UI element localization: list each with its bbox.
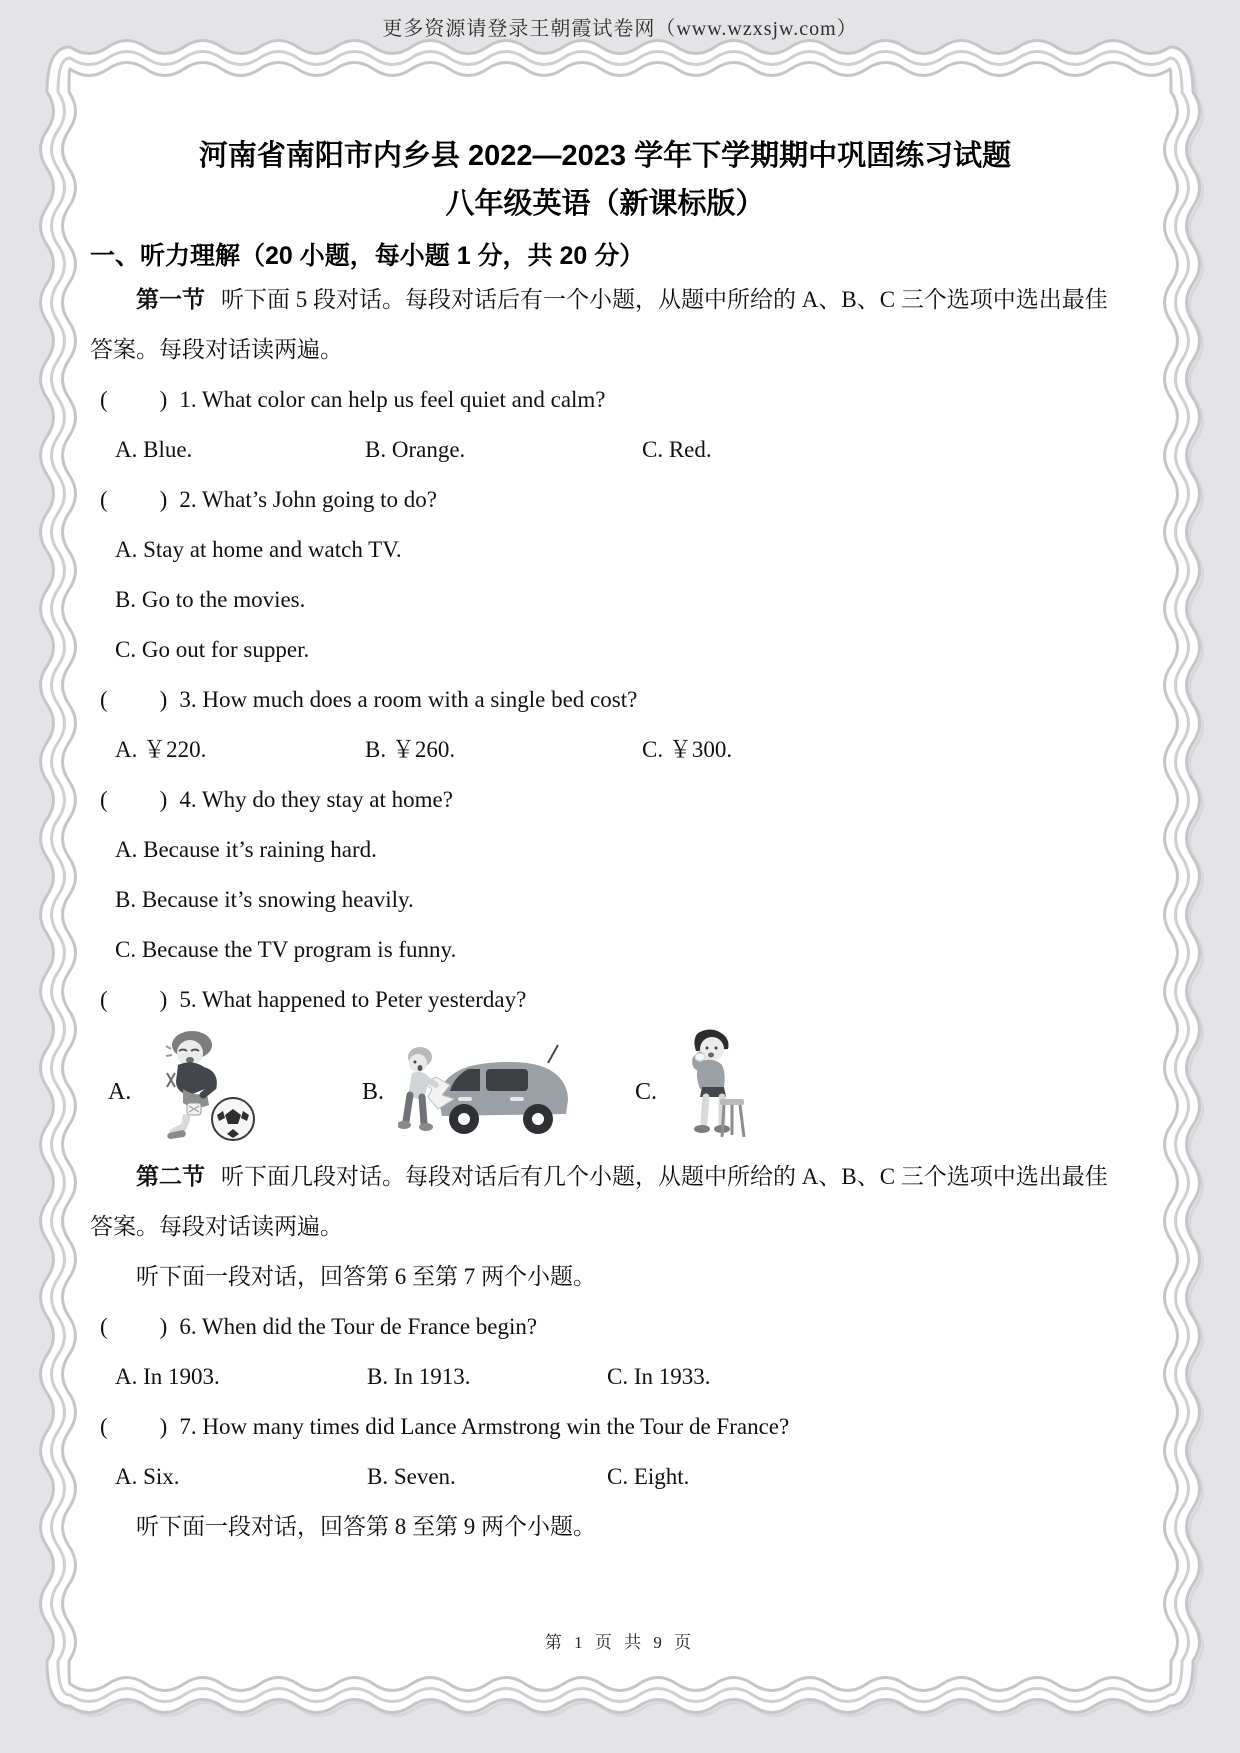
- q5-picture-label-a: A.: [108, 1079, 132, 1105]
- part1-label: 第一节: [136, 286, 205, 312]
- q1-option-b: B. Orange.: [365, 437, 466, 462]
- question-6: [90, 1302, 1120, 1352]
- q7-option-a: A. Six.: [115, 1464, 180, 1489]
- question-7: [90, 1402, 1120, 1452]
- q5-picture-label-c: C.: [635, 1079, 658, 1105]
- q7-option-c: C. Eight.: [607, 1464, 690, 1489]
- question-6-options: [90, 1352, 1120, 1402]
- dialogue-8-9-instruction: 听下面一段对话，回答第 8 至第 9 两个小题。: [136, 1514, 596, 1539]
- question-2: [90, 475, 1120, 525]
- q6-option-c: C. In 1933.: [607, 1364, 711, 1389]
- q3-option-b: B. ￥260.: [365, 737, 456, 762]
- q3-option-c: C. ￥300.: [642, 737, 733, 762]
- part2-label: 第二节: [136, 1163, 205, 1189]
- question-1-options: [90, 425, 1120, 475]
- answer-bracket-4: ( ): [100, 787, 170, 812]
- question-7-options: [90, 1452, 1120, 1502]
- question-5: [90, 975, 1120, 1025]
- question-6-text: 6. When did the Tour de France begin?: [179, 1314, 538, 1339]
- q4-option-b: B. Because it’s snowing heavily.: [115, 887, 414, 912]
- dialogue-6-7-instruction: 听下面一段对话，回答第 6 至第 7 两个小题。: [136, 1264, 596, 1289]
- q1-option-a: A. Blue.: [115, 437, 193, 462]
- question-3-text: 3. How much does a room with a single bed cost?: [179, 687, 638, 712]
- question-5-text: 5. What happened to Peter yesterday?: [179, 987, 527, 1012]
- question-1-text: 1. What color can help us feel quiet and calm?: [179, 387, 606, 412]
- q6-option-b: B. In 1913.: [367, 1364, 471, 1389]
- question-4-text: 4. Why do they stay at home?: [179, 787, 453, 812]
- answer-bracket-2: ( ): [100, 487, 170, 512]
- exam-title-line1: 河南省南阳市内乡县 2022—2023 学年下学期期中巩固练习试题: [198, 140, 1012, 172]
- injured-soccer-boy-image: [145, 1027, 265, 1145]
- question-5-picture-options: [90, 1027, 1120, 1145]
- answer-bracket-7: ( ): [100, 1414, 170, 1439]
- part2-intro-paragraph: [90, 1151, 1120, 1252]
- question-3-options: [90, 725, 1120, 775]
- q2-option-c: C. Go out for supper.: [115, 637, 310, 662]
- question-2-text: 2. What’s John going to do?: [179, 487, 437, 512]
- q7-option-b: B. Seven.: [367, 1464, 456, 1489]
- exam-title-line2: 八年级英语（新课标版）: [445, 188, 765, 220]
- question-1: [90, 375, 1120, 425]
- answer-bracket-1: ( ): [100, 387, 170, 412]
- exam-content: [90, 138, 1120, 1552]
- part1-intro-paragraph: [90, 274, 1120, 375]
- q5-picture-label-b: B.: [362, 1079, 385, 1105]
- q2-option-b: B. Go to the movies.: [115, 587, 306, 612]
- question-4: [90, 775, 1120, 825]
- q1-option-c: C. Red.: [642, 437, 712, 462]
- answer-bracket-3: ( ): [100, 687, 170, 712]
- part2-intro-text: 听下面几段对话。每段对话后有几个小题，从题中所给的 A、B、C 三个选项中选出最佳答案。每段对话读两遍。: [90, 1164, 1108, 1239]
- page-number-footer: 第 1 页 共 9 页: [544, 1633, 696, 1652]
- site-watermark-header: 更多资源请登录王朝霞试卷网（www.wzxsjw.com）: [382, 18, 858, 40]
- q4-option-c: C. Because the TV program is funny.: [115, 937, 457, 962]
- question-3: [90, 675, 1120, 725]
- section1-heading: 一、听力理解（20 小题，每小题 1 分，共 20 分）: [90, 242, 645, 270]
- q2-option-a: A. Stay at home and watch TV.: [115, 537, 402, 562]
- sick-boy-on-stool-image: [670, 1027, 758, 1145]
- question-7-text: 7. How many times did Lance Armstrong win the Tour de France?: [179, 1414, 790, 1439]
- answer-bracket-6: ( ): [100, 1314, 170, 1339]
- q3-option-a: A. ￥220.: [115, 737, 207, 762]
- part1-intro-text: 听下面 5 段对话。每段对话后有一个小题，从题中所给的 A、B、C 三个选项中选出最佳答案。每段对话读两遍。: [90, 287, 1108, 362]
- answer-bracket-5: ( ): [100, 987, 170, 1012]
- car-accident-boy-image: [398, 1035, 570, 1137]
- q6-option-a: A. In 1903.: [115, 1364, 220, 1389]
- q4-option-a: A. Because it’s raining hard.: [115, 837, 377, 862]
